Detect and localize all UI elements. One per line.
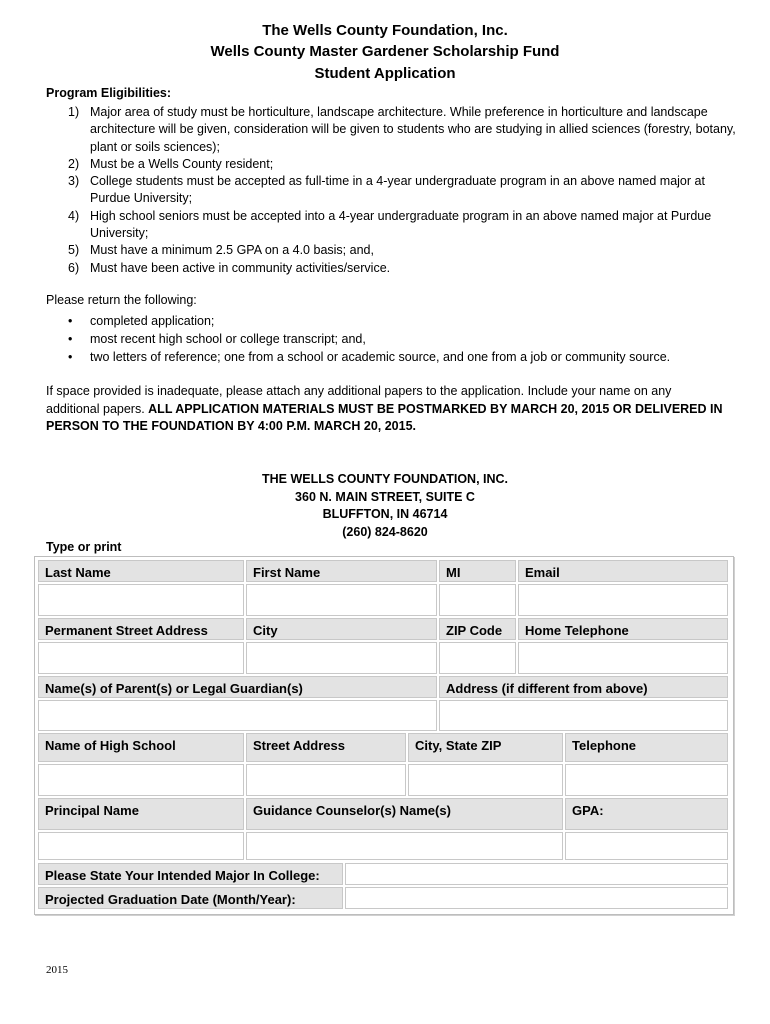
item-number: 2): [68, 156, 80, 171]
email-label: Email: [518, 560, 728, 582]
item-text: College students must be accepted as full-time in a 4-year undergraduate program in an above named major at Purdue University;: [90, 174, 705, 206]
item-text: Must be a Wells County resident;: [90, 156, 274, 171]
footer-year: 2015: [46, 964, 68, 976]
high-school-input[interactable]: [38, 764, 244, 796]
home-telephone-input[interactable]: [518, 642, 728, 674]
school-street-label: Street Address: [246, 733, 406, 762]
list-item: [46, 104, 736, 156]
eligibilities-list: [46, 104, 736, 277]
item-number: 5): [68, 243, 80, 258]
principal-name-input[interactable]: [38, 832, 244, 860]
parents-names-input[interactable]: [38, 700, 437, 731]
email-input[interactable]: [518, 584, 728, 616]
bullet-icon: •: [68, 350, 73, 364]
graduation-date-input[interactable]: [345, 887, 728, 909]
address-phone: (260) 824-8620: [342, 524, 428, 539]
school-street-input[interactable]: [246, 764, 406, 796]
deadline-notice: [46, 383, 726, 436]
foundation-title: The Wells County Foundation, Inc.: [262, 22, 508, 39]
gpa-input[interactable]: [565, 832, 728, 860]
school-city-state-zip-input[interactable]: [408, 764, 563, 796]
first-name-label: First Name: [246, 560, 437, 582]
last-name-input[interactable]: [38, 584, 244, 616]
list-item: [46, 156, 736, 173]
list-item: [46, 312, 736, 330]
intended-major-label: Please State Your Intended Major In College:: [38, 863, 343, 885]
item-number: 4): [68, 208, 80, 223]
list-item: [46, 173, 736, 208]
bullet-icon: •: [68, 314, 73, 328]
item-text: most recent high school or college transcript; and,: [90, 332, 366, 346]
parents-names-label: Name(s) of Parent(s) or Legal Guardian(s): [38, 676, 437, 698]
list-item: [46, 260, 736, 277]
graduation-date-label: Projected Graduation Date (Month/Year):: [38, 887, 343, 909]
item-text: Major area of study must be horticulture, landscape architecture. While preference in horticulture and landscape architecture will be given, consideration will be given to students who are studying in allied sciences (forestry, botany, plant or soils sciences);: [90, 105, 736, 154]
mi-label: MI: [439, 560, 516, 582]
gpa-label: GPA:: [565, 798, 728, 830]
return-heading: Please return the following:: [46, 293, 197, 307]
school-telephone-label: Telephone: [565, 733, 728, 762]
bullet-icon: •: [68, 332, 73, 346]
address-name: THE WELLS COUNTY FOUNDATION, INC.: [261, 472, 509, 486]
alternate-address-label: Address (if different from above): [439, 676, 728, 698]
address-city: BLUFFTON, IN 46714: [322, 507, 448, 521]
item-number: 1): [68, 105, 80, 119]
item-number: 6): [68, 260, 80, 275]
item-number: 3): [68, 174, 80, 189]
list-item: [46, 208, 736, 243]
zip-code-input[interactable]: [439, 642, 516, 674]
city-label: City: [246, 618, 437, 640]
guidance-counselor-input[interactable]: [246, 832, 563, 860]
type-or-print-label: Type or print: [46, 540, 122, 554]
application-title: Student Application: [314, 65, 456, 82]
high-school-label: Name of High School: [38, 733, 244, 762]
fund-title: Wells County Master Gardener Scholarship Fund: [210, 43, 560, 60]
first-name-input[interactable]: [246, 584, 437, 616]
item-text: High school seniors must be accepted into a 4-year undergraduate program in an above named major at Purdue University;: [90, 208, 712, 241]
home-telephone-label: Home Telephone: [518, 618, 728, 640]
notice-text: If space provided is inadequate, please attach any additional papers to the application. Include your name on any additional papers.: [46, 384, 672, 416]
zip-code-label: ZIP Code: [439, 618, 516, 640]
list-item: [46, 348, 736, 366]
return-list: [46, 312, 736, 366]
guidance-counselor-label: Guidance Counselor(s) Name(s): [246, 798, 563, 830]
mi-input[interactable]: [439, 584, 516, 616]
item-text: Must have been active in community activities/service.: [90, 260, 391, 275]
city-input[interactable]: [246, 642, 437, 674]
list-item: [46, 242, 736, 259]
list-item: [46, 330, 736, 348]
last-name-label: Last Name: [38, 560, 244, 582]
school-city-state-zip-label: City, State ZIP: [408, 733, 563, 762]
deadline-text: ALL APPLICATION MATERIALS MUST BE POSTMARKED BY MARCH 20, 2015 OR DELIVERED IN PERSON TO THE FOUNDATION BY 4:00 P.M. MARCH 20, 2015.: [46, 401, 723, 433]
item-text: Must have a minimum 2.5 GPA on a 4.0 basis; and,: [90, 243, 374, 258]
principal-name-label: Principal Name: [38, 798, 244, 830]
item-text: two letters of reference; one from a school or academic source, and one from a job or community source.: [90, 350, 671, 364]
intended-major-input[interactable]: [345, 863, 728, 885]
foundation-address: [0, 471, 770, 541]
alternate-address-input[interactable]: [439, 700, 728, 731]
school-telephone-input[interactable]: [565, 764, 728, 796]
address-street: 360 N. MAIN STREET, SUITE C: [295, 489, 475, 504]
permanent-address-label: Permanent Street Address: [38, 618, 244, 640]
item-text: completed application;: [90, 314, 215, 328]
eligibilities-heading: Program Eligibilities:: [46, 86, 172, 100]
permanent-address-input[interactable]: [38, 642, 244, 674]
